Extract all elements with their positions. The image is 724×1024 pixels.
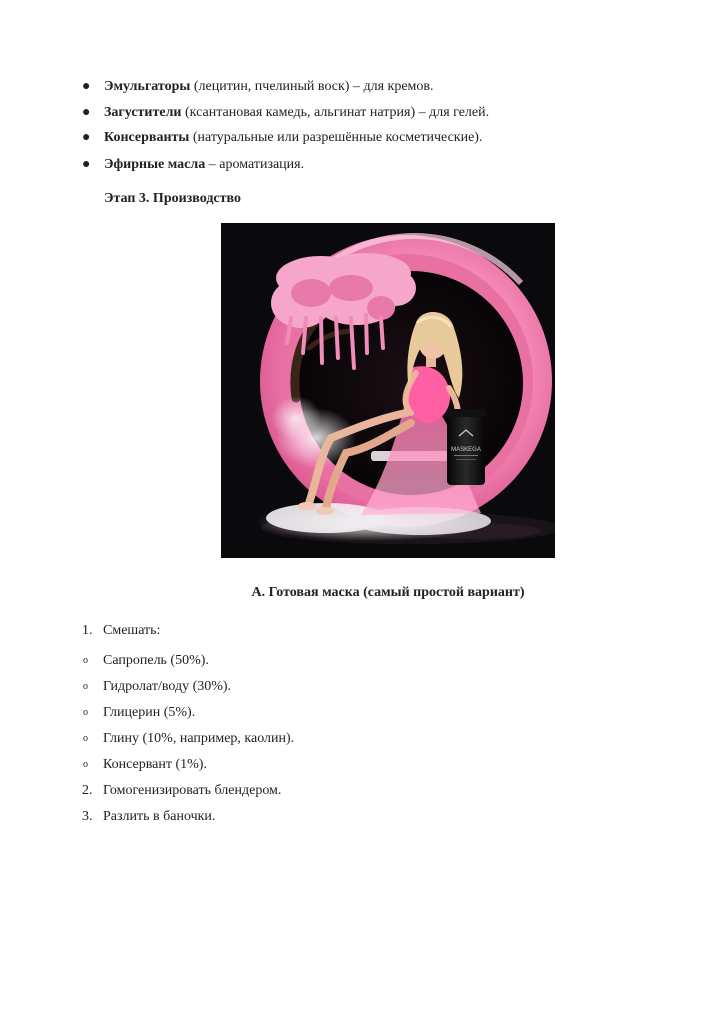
list-marker: o <box>83 733 88 744</box>
list-marker: 1. <box>82 623 93 638</box>
list-marker: o <box>83 681 88 692</box>
bullet-term: Эфирные масла <box>104 157 206 172</box>
bullet-description: (натуральные или разрешённые косметические). <box>189 130 483 145</box>
section-heading: Этап 3. Производство <box>104 191 241 206</box>
bullet-term: Эмульгаторы <box>104 79 191 94</box>
bullet-icon: ● <box>82 130 91 145</box>
list-marker: o <box>83 759 88 770</box>
bullet-icon: ● <box>82 105 91 120</box>
list-item-text: Разлить в баночки. <box>103 809 216 824</box>
bullet-description: – ароматизация. <box>205 157 305 172</box>
product-illustration <box>221 223 555 558</box>
bullet-term: Консерванты <box>104 130 190 145</box>
list-item-text: Сапропель (50%). <box>103 653 209 668</box>
figure-caption: А. Готовая маска (самый простой вариант) <box>251 585 525 600</box>
list-marker: 3. <box>82 809 93 824</box>
list-item-text: Глину (10%, например, каолин). <box>103 731 295 746</box>
bullet-icon: ● <box>82 79 91 94</box>
list-item-text: Смешать: <box>103 623 161 638</box>
list-item-text: Глицерин (5%). <box>103 705 196 720</box>
bullet-term: Загустители <box>104 105 182 120</box>
list-marker: 2. <box>82 783 93 798</box>
list-item-text: Гидролат/воду (30%). <box>103 679 232 694</box>
list-marker: o <box>83 655 88 666</box>
list-marker: o <box>83 707 88 718</box>
list-item-text: Консервант (1%). <box>103 757 207 772</box>
bullet-description: (лецитин, пчелиный воск) – для кремов. <box>190 79 434 94</box>
bullet-icon: ● <box>82 157 91 172</box>
jar-label: MASKEGA <box>451 447 481 453</box>
bullet-description: (ксантановая камедь, альгинат натрия) – для гелей. <box>181 105 490 120</box>
list-item-text: Гомогенизировать блендером. <box>103 783 282 798</box>
